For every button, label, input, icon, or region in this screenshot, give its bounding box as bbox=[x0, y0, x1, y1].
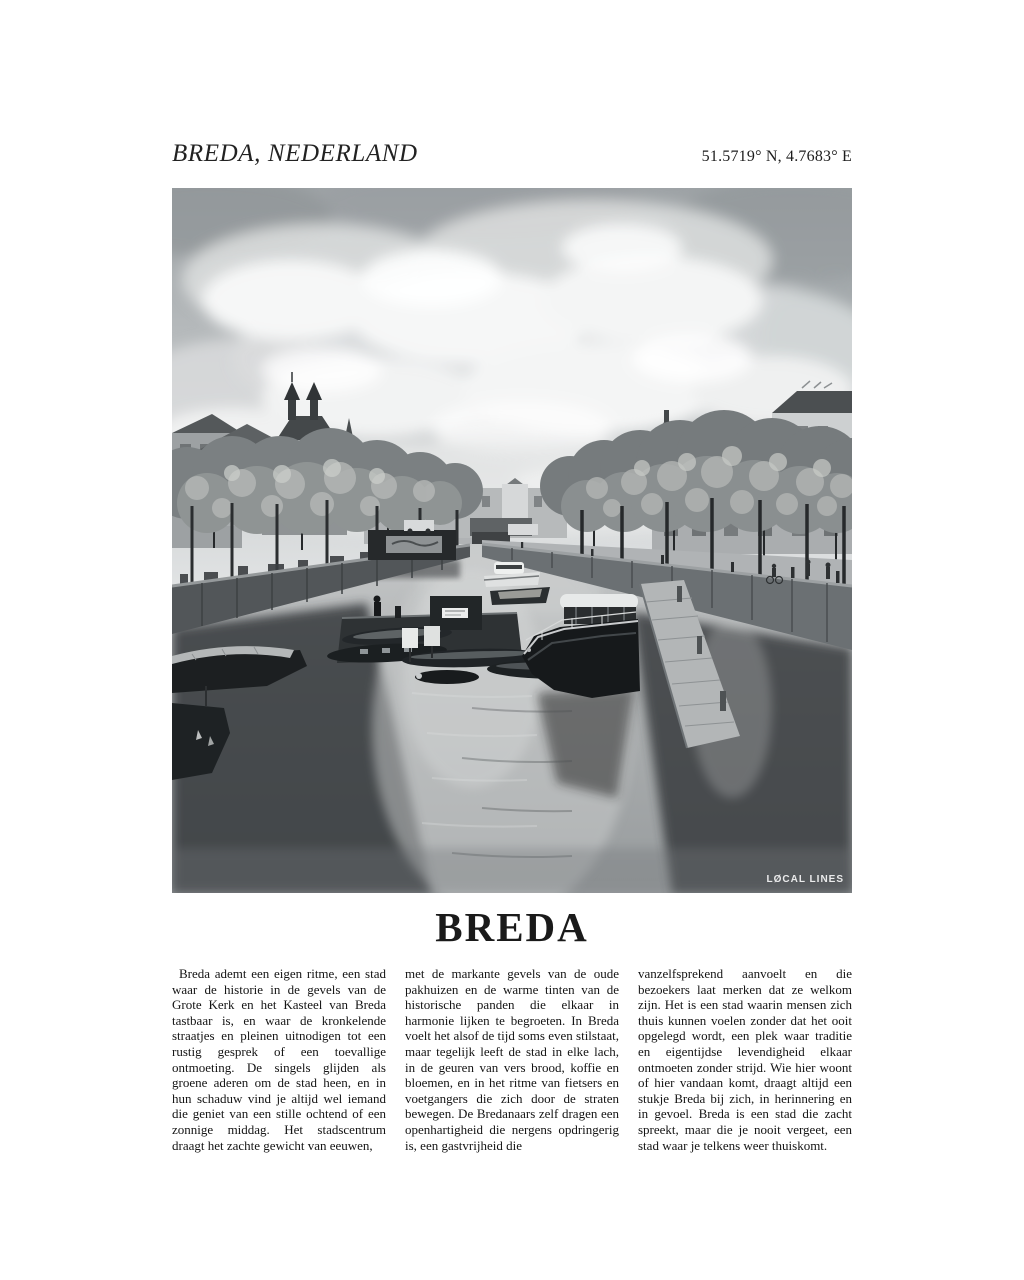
photo-watermark: LØCAL LINES bbox=[766, 874, 844, 885]
city-title: BREDA bbox=[435, 904, 589, 950]
article-column-3: vanzelfsprekend aanvoelt en die bezoekers laat merken dat ze welkom zijn. Het is een stad waarin mensen zich thuis kunnen voelen zonder dat het ooit opgelegd wordt, een plek waar traditie en eigentijdse levendigheid elkaar ontmoeten zonder strijd. Wie hier woont of hier vandaan komt, draagt altijd een stukje Breda bij zich, in herinnering en in gevoel. Breda is een stad die zacht spreekt, maar die je nooit vergeet, een stad waar je telkens weer thuiskomt. bbox=[638, 966, 852, 1153]
article-column-1: Breda ademt een eigen ritme, een stad waar de historie in de gevels van de Grote Kerk en het Kasteel van Breda tastbaar is, en waar de kronkelende straatjes en pleinen uitnodigen tot een rustig gesprek of een toevallige ontmoeting. De singels glijden als groene aderen om de stad heen, en in hun schaduw vind je altijd wel iemand die geniet van een stille ochtend of een zonnige middag. Het stadscentrum draagt het zachte gewicht van eeuwen, bbox=[172, 966, 386, 1153]
canal-photo bbox=[172, 188, 852, 893]
canal-photo-illustration bbox=[172, 188, 852, 893]
article-columns bbox=[172, 966, 852, 1153]
location-title: BREDA, NEDERLAND bbox=[172, 140, 418, 167]
masthead bbox=[172, 140, 852, 168]
article-column-2: met de markante gevels van de oude pakhuizen en de warme tinten van de historische panden die elkaar in harmonie lijken te begroeten. In Breda voelt het alsof de tijd soms even stilstaat, maar tegelijk leeft de stad in elke lach, in de geuren van vers brood, koffie en bloemen, en in het ritme van fietsers en voetgangers die zich door de straten bewegen. De Bredanaars zelf dragen een openhartigheid die nergens opdringerig is, een gastvrijheid die bbox=[405, 966, 619, 1153]
coordinates-label: 51.5719° N, 4.7683° E bbox=[701, 148, 852, 165]
